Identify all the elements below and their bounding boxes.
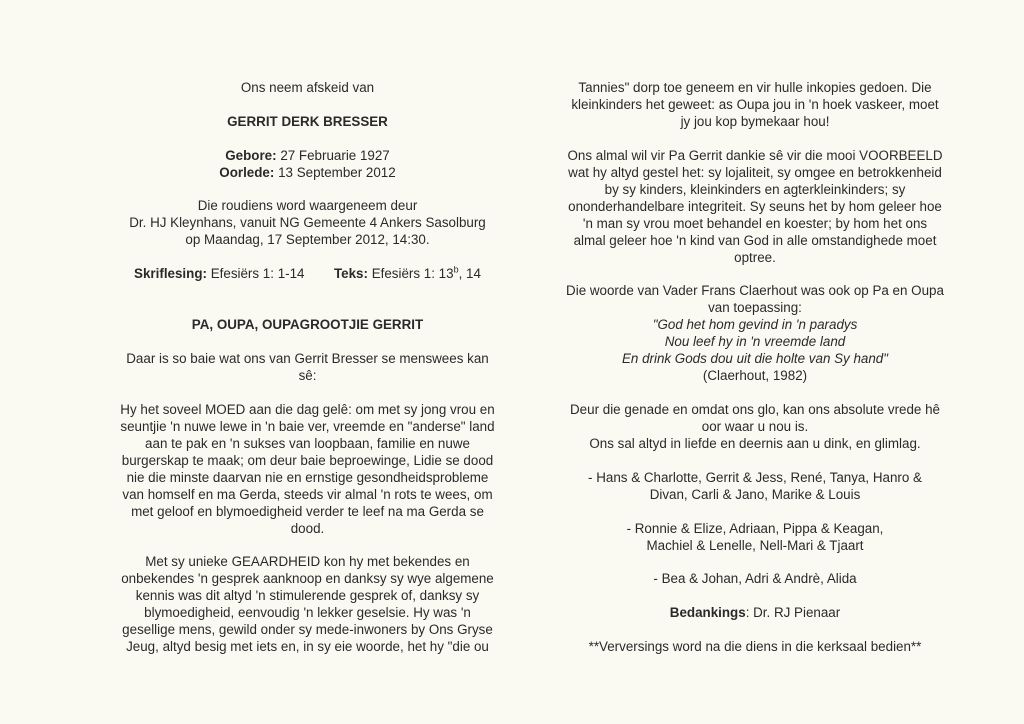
paragraph-line: kennis was dit altyd 'n stimulerende gesprek of, danksy sy bbox=[135, 588, 480, 603]
paragraph-line: wat hy altyd gestel het: sy lojaliteit, sy omgee en betrokkenheid bbox=[568, 165, 942, 180]
paragraph-line: Hy het soveel MOED aan die dag gelê: om met sy jong vrou en bbox=[120, 402, 495, 417]
paragraph-line: Ons almal wil vir Pa Gerrit dankie sê vir die mooi VOORBEELD bbox=[567, 148, 943, 163]
paragraph-line: kleinkinders het geweet: as Oupa jou in 'n hoek vaskeer, moet bbox=[571, 97, 939, 112]
paragraph-line: almal geleer hoe 'n kind van God in alle omstandighede moet bbox=[573, 233, 937, 248]
poem-line: En drink Gods dou uit die holte van Sy hand" bbox=[621, 351, 889, 366]
paragraph-line: onbekendes 'n gesprek aanknoop en danksy sy wye algemene bbox=[121, 571, 494, 586]
paragraph-line: by sy kinders, kleinkinders en agterkleinkinders; sy bbox=[604, 182, 906, 197]
poem-line: Nou leef hy in 'n vreemde land bbox=[664, 334, 846, 349]
reading-label: Skriflesing: bbox=[134, 266, 207, 281]
thanks-line bbox=[540, 604, 970, 621]
citation: (Claerhout, 1982) bbox=[702, 368, 808, 383]
paragraph-line: van homself en ma Gerda, steeds vir almal 'n rots te wees, om bbox=[122, 487, 493, 502]
paragraph-line: burgerskap te maak; om deur baie beproewinge, Lidie se dood bbox=[121, 453, 494, 468]
paragraph-line: blymoedigheid, eenvoudig 'n lekker geselsie. Hy was 'n bbox=[144, 605, 471, 620]
paragraph-line: 'n man sy vrou moet behandel en koester; by hom het ons bbox=[582, 216, 928, 231]
born-line bbox=[90, 147, 525, 164]
paragraph-line: gesellige mens, gewild onder sy mede-inwoners by Ons Gryse bbox=[122, 622, 493, 637]
refreshments-note: **Verversings word na die diens in die kerksaal bedien** bbox=[588, 639, 922, 654]
paragraph-line: nie die minste daarvan nie en ernstige gesondheidsprobleme bbox=[126, 470, 489, 485]
paragraph-line: Deur die genade en omdat ons glo, kan ons absolute vrede hê bbox=[570, 402, 940, 417]
text-label: Teks: bbox=[333, 266, 368, 281]
service-line: Dr. HJ Kleynhans, vanuit NG Gemeente 4 Ankers Sasolburg bbox=[129, 215, 486, 230]
service-line: op Maandag, 17 September 2012, 14:30. bbox=[185, 232, 430, 247]
paragraph-line: Met sy unieke GEAARDHEID kon hy met bekendes en bbox=[145, 554, 470, 569]
paragraph-line: optree. bbox=[734, 250, 776, 265]
family-line: - Bea & Johan, Adri & Andrè, Alida bbox=[653, 571, 857, 586]
paragraph-line: Die woorde van Vader Frans Claerhout was ook op Pa en Oupa bbox=[566, 283, 944, 298]
service-line: Die roudiens word waargeneem deur bbox=[197, 198, 418, 213]
paragraph-line: jy jou kop bymekaar hou! bbox=[680, 114, 830, 129]
paragraph-line: Tannies" dorp toe geneem en vir hulle inkopies gedoen. Die bbox=[578, 80, 932, 95]
paragraph-line: dood. bbox=[290, 521, 325, 536]
paragraph-line: seuntjie 'n nuwe lewe in 'n baie ver, vreemde en "anderse" land bbox=[120, 419, 495, 434]
born-value: 27 Februarie 1927 bbox=[280, 148, 390, 163]
paragraph-line: Ons sal altyd in liefde en deernis aan u dink, en glimlag. bbox=[589, 436, 921, 451]
died-line bbox=[90, 164, 525, 181]
section-heading: PA, OUPA, OUPAGROOTJIE GERRIT bbox=[191, 317, 424, 332]
scripture-line bbox=[90, 265, 525, 282]
paragraph-line: Jeug, altyd besig met iets en, in sy eie woorde, het hy "die ou bbox=[126, 639, 489, 654]
family-line: Divan, Carli & Jano, Marike & Louis bbox=[649, 487, 861, 502]
text-value: Efesiërs 1: 13$^b$, 14 bbox=[371, 264, 481, 281]
family-line: - Ronnie & Elize, Adriaan, Pippa & Keagan, bbox=[626, 521, 884, 536]
paragraph-line: oor waar u nou is. bbox=[701, 419, 809, 434]
deceased-name: GERRIT DERK BRESSER bbox=[227, 114, 388, 129]
thanks-label: Bedankings bbox=[669, 605, 746, 620]
died-label: Oorlede: bbox=[219, 165, 275, 180]
intro-text: Ons neem afskeid van bbox=[240, 80, 375, 95]
died-value: 13 September 2012 bbox=[278, 165, 396, 180]
thanks-value: : Dr. RJ Pienaar bbox=[745, 605, 841, 620]
born-label: Gebore: bbox=[225, 148, 277, 163]
poem-line: "God het hom gevind in 'n paradys bbox=[652, 317, 858, 332]
paragraph-line: sê: bbox=[298, 368, 317, 383]
family-line: - Hans & Charlotte, Gerrit & Jess, René, Tanya, Hanro & bbox=[588, 470, 922, 485]
paragraph-line: ononderhandelbare integriteit. Sy seuns het by hom geleer hoe bbox=[568, 199, 942, 214]
paragraph-line: aan te pak en 'n sukses van loopbaan, familie en nuwe bbox=[145, 436, 470, 451]
reading-value: Efesiërs 1: 1-14 bbox=[210, 266, 305, 281]
paragraph-line: van toepassing: bbox=[708, 300, 802, 315]
paragraph-line: Daar is so baie wat ons van Gerrit Bresser se menswees kan bbox=[126, 351, 489, 366]
family-line: Machiel & Lenelle, Nell-Mari & Tjaart bbox=[646, 538, 864, 553]
paragraph-line: met geloof en blymoedigheid verder te leef na ma Gerda se bbox=[131, 504, 484, 519]
